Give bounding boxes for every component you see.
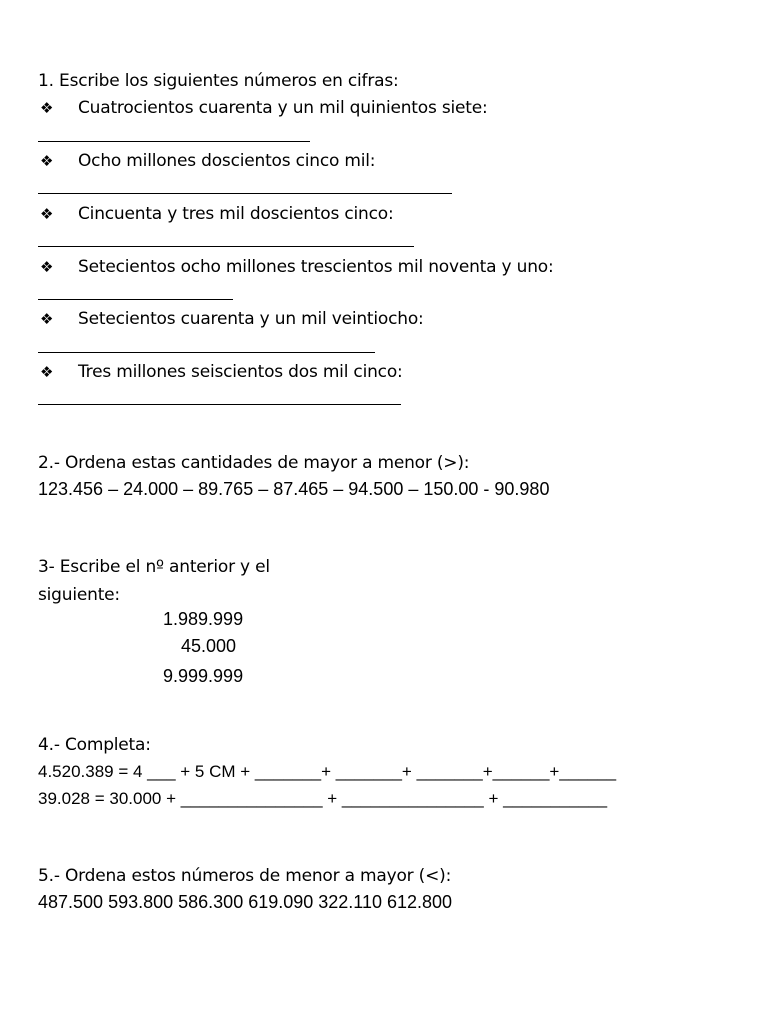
section3-number-1: 1.989.999 <box>163 609 244 629</box>
section1-item-4: Setecientos ocho millones trescientos mil noventa y uno: <box>78 257 554 277</box>
section5-title: 5.- Ordena estos números de menor a mayor (<): <box>38 866 452 886</box>
section3-title-line1: 3- Escribe el nº anterior y el <box>38 557 270 577</box>
answer-line-4 <box>38 299 233 300</box>
section3-title-line2: siguiente: <box>38 585 120 605</box>
section1-title: 1. Escribe los siguientes números en cifras: <box>38 71 399 91</box>
section2-title: 2.- Ordena estas cantidades de mayor a menor (>): <box>38 453 470 473</box>
section1-item-2: Ocho millones doscientos cinco mil: <box>78 151 376 171</box>
section5-numbers: 487.500 593.800 586.300 619.090 322.110 612.800 <box>38 892 453 912</box>
answer-line-3 <box>38 246 414 247</box>
section3-number-2: 45.000 <box>181 636 237 656</box>
answer-line-1 <box>38 141 310 142</box>
diamond-bullet-icon: ❖ <box>40 99 54 117</box>
section1-item-6: Tres millones seiscientos dos mil cinco: <box>78 362 403 382</box>
diamond-bullet-icon: ❖ <box>40 310 54 328</box>
section4-line-2: 39.028 = 30.000 + _______________ + _______________ + ___________ <box>38 789 608 808</box>
answer-line-2 <box>38 193 452 194</box>
answer-line-6 <box>38 404 401 405</box>
answer-line-5 <box>38 352 375 353</box>
diamond-bullet-icon: ❖ <box>40 258 54 276</box>
diamond-bullet-icon: ❖ <box>40 363 54 381</box>
diamond-bullet-icon: ❖ <box>40 205 54 223</box>
section4-title: 4.- Completa: <box>38 735 151 755</box>
section1-item-1: Cuatrocientos cuarenta y un mil quinientos siete: <box>78 98 488 118</box>
section2-numbers: 123.456 – 24.000 – 89.765 – 87.465 – 94.500 – 150.00 - 90.980 <box>38 479 550 499</box>
section3-number-3: 9.999.999 <box>163 666 244 686</box>
section1-item-3: Cincuenta y tres mil doscientos cinco: <box>78 204 394 224</box>
section1-item-5: Setecientos cuarenta y un mil veintiocho: <box>78 309 424 329</box>
diamond-bullet-icon: ❖ <box>40 152 54 170</box>
section4-line-1: 4.520.389 = 4 ___ + 5 CM + _______+ _______+ _______+______+______ <box>38 762 617 781</box>
